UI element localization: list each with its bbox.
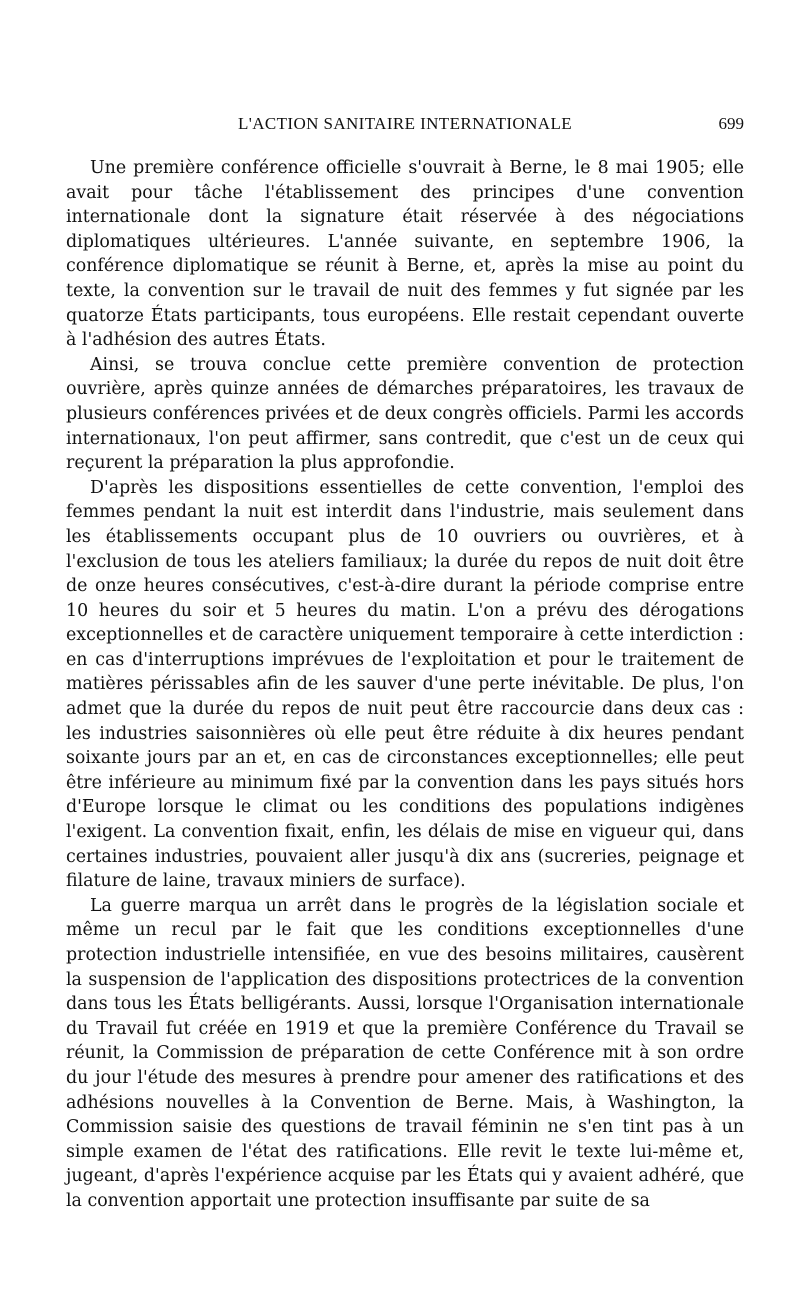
page-header xyxy=(66,114,744,134)
paragraph: Ainsi, se trouva conclue cette première convention de protection ouvrière, après quinze années de démarches préparatoires, les travaux de plusieurs conférences privées et de deux congrès officiels. Parmi les accords internationaux, l'on peut affirmer, sans contredit, que c'est un de ceux qui reçurent la préparation la plus approfondie. xyxy=(66,354,744,474)
paragraph: D'après les dispositions essentielles de cette convention, l'emploi des femmes pendant la nuit est interdit dans l'industrie, mais seulement dans les établissements occupant plus de 10 ouvriers ou ouvrières, et à l'exclusion de tous les ateliers familiaux; la durée du repos de nuit doit être de onze heures consécutives, c'est-à-dire durant la période comprise entre 10 heures du soir et 5 heures du matin. L'on a prévu des dérogations exceptionnelles et de caractère uniquement temporaire à cette interdiction : en cas d'interruptions imprévues de l'exploitation et pour le traitement de matières périssables afin de les sauver d'une perte inévitable. De plus, l'on admet que la durée du repos de nuit peut être raccourcie dans deux cas : les industries saisonnières où elle peut être réduite à dix heures pendant soixante jours par an et, en cas de circonstances exceptionnelles; elle peut être inférieure au minimum fixé par la convention dans les pays situés hors d'Europe lorsque le climat ou les conditions des populations indigènes l'exigent. La convention fixait, enfin, les délais de mise en vigueur qui, dans certaines industries, pouvaient aller jusqu'à dix ans (sucreries, peignage et filature de laine, travaux miniers de surface). xyxy=(66,477,744,892)
paragraph: Une première conférence officielle s'ouvrait à Berne, le 8 mai 1905; elle avait pour tâche l'établissement des principes d'une convention internationale dont la signature était réservée à des négociations diplomatiques ultérieures. L'année suivante, en septembre 1906, la conférence diplomatique se réunit à Berne, et, après la mise au point du texte, la convention sur le travail de nuit des femmes y fut signée par les quatorze États participants, tous européens. Elle restait cependant ouverte à l'adhésion des autres États. xyxy=(66,158,744,351)
page-body xyxy=(66,156,744,1214)
page-number: 699 xyxy=(718,114,744,133)
running-title: L'ACTION SANITAIRE INTERNATIONALE xyxy=(237,114,573,133)
paragraph: La guerre marqua un arrêt dans le progrès de la législation sociale et même un recul par le fait que les conditions exceptionnelles d'une protection industrielle intensifiée, en vue des besoins militaires, causèrent la suspension de l'application des dispositions protectrices de la convention dans tous les États belligérants. Aussi, lorsque l'Organisation internationale du Travail fut créée en 1919 et que la première Conférence du Travail se réunit, la Commission de préparation de cette Conférence mit à son ordre du jour l'étude des mesures à prendre pour amener des ratifications et des adhésions nouvelles à la Convention de Berne. Mais, à Washington, la Commission saisie des questions de travail féminin ne s'en tint pas à un simple examen de l'état des ratifications. Elle revit le texte lui-même et, jugeant, d'après l'expérience acquise par les États qui y avaient adhéré, que la convention apportait une protection insuffisante par suite de sa xyxy=(66,895,744,1211)
